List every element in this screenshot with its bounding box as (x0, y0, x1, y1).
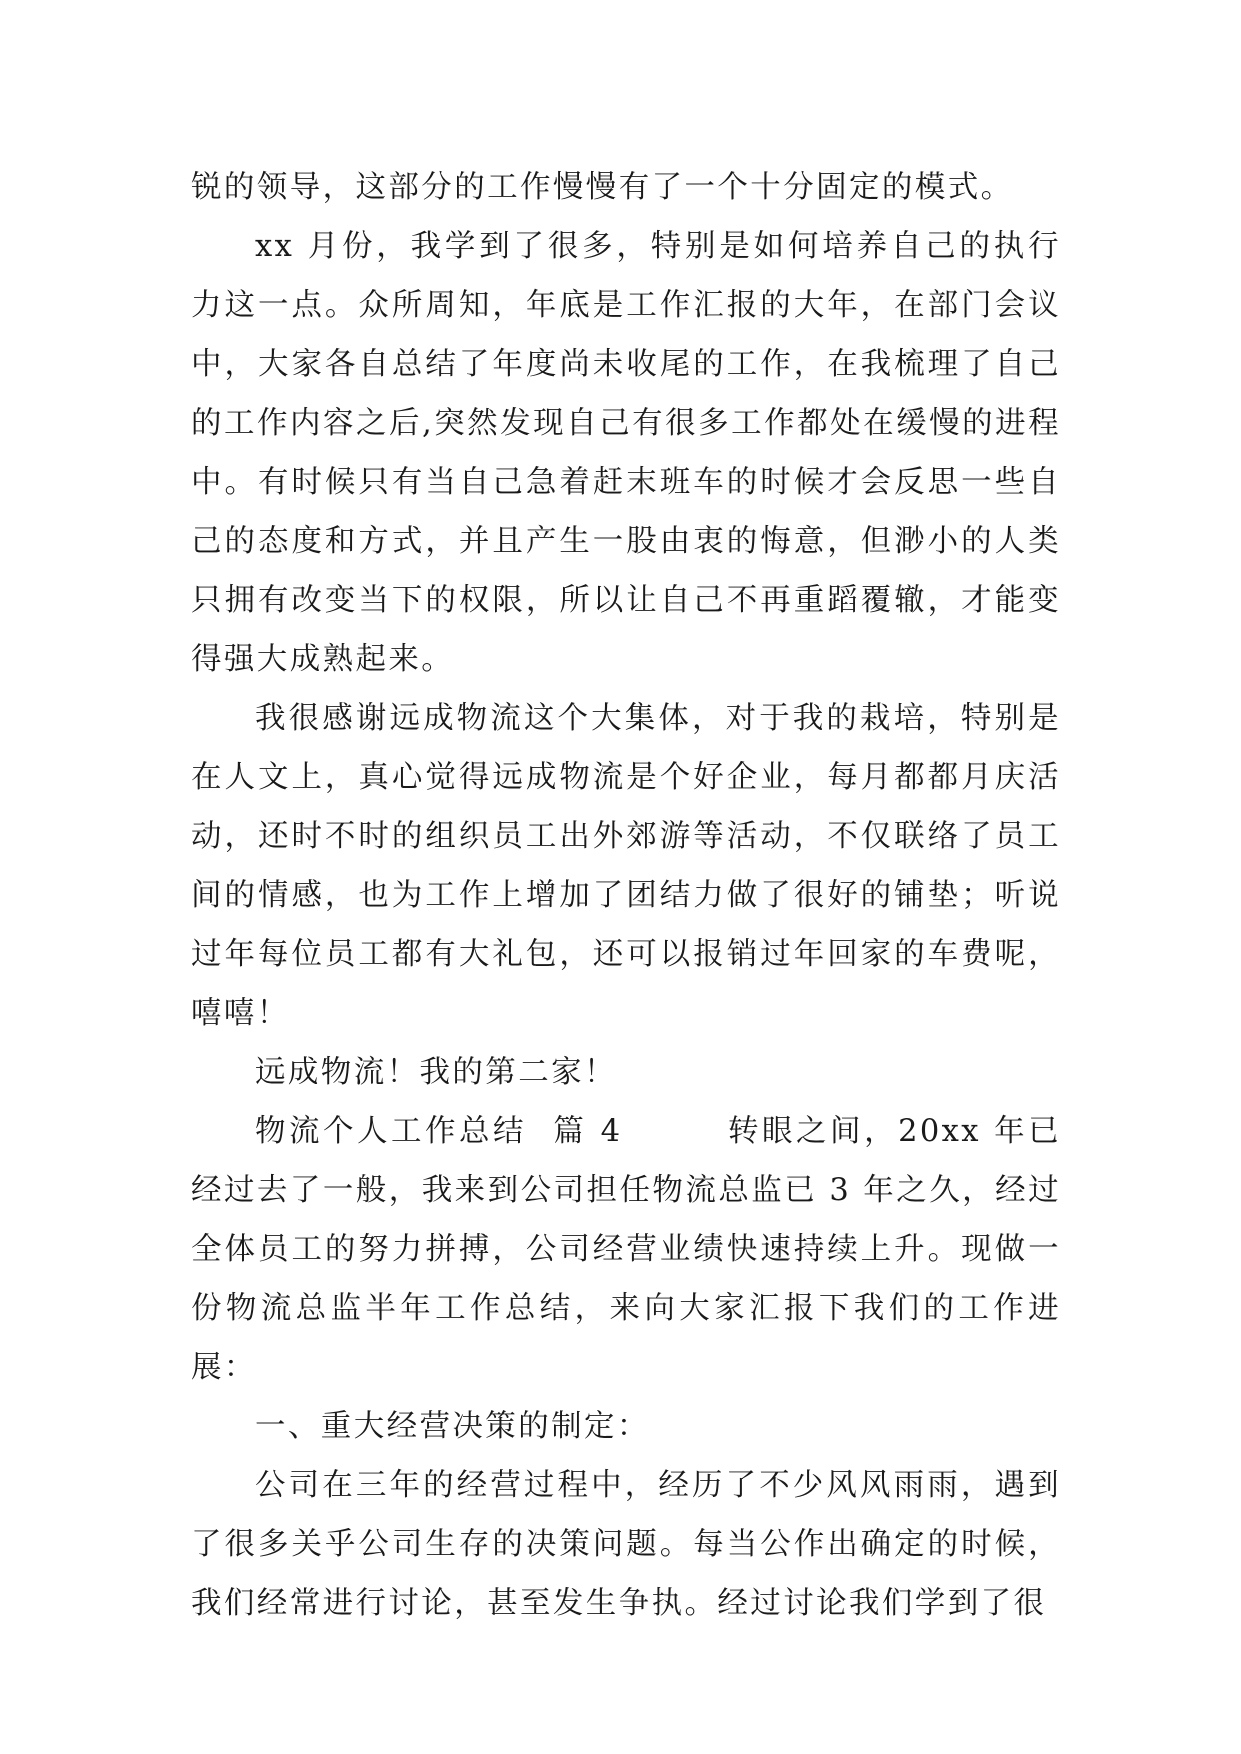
paragraph-5: 物流个人工作总结 篇 4 转眼之间，20xx 年已经过去了一般，我来到公司担任物流总监已 3 年之久，经过全体员工的努力拼搏，公司经营业绩快速持续上升。现做一份物流总监半年工作总结，来向大家汇报下我们的工作进展： (191, 1114, 1061, 1385)
paragraph-2: xx 月份，我学到了很多，特别是如何培养自己的执行力这一点。众所周知，年底是工作汇报的大年，在部门会议中，大家各自总结了年度尚未收尾的工作，在我梳理了自己的工作内容之后,突然发现自己有很多工作都处在缓慢的进程中。有时候只有当自己急着赶末班车的时候才会反思一些自己的态度和方式，并且产生一股由衷的悔意，但渺小的人类只拥有改变当下的权限，所以让自己不再重蹈覆辙，才能变得强大成熟起来。 (191, 229, 1061, 677)
paragraph-3: 我很感谢远成物流这个大集体，对于我的栽培，特别是在人文上，真心觉得远成物流是个好企业，每月都都月庆活动，还时不时的组织员工出外郊游等活动，不仅联络了员工间的情感，也为工作上增加了团结力做了很好的铺垫；听说过年每位员工都有大礼包，还可以报销过年回家的车费呢，嘻嘻！ (191, 701, 1061, 1031)
paragraph-4: 远成物流！我的第二家！ (255, 1055, 617, 1090)
paragraph-1: 锐的领导，这部分的工作慢慢有了一个十分固定的模式。 (191, 170, 1014, 205)
section-heading: 一、重大经营决策的制定： (255, 1409, 650, 1444)
paragraph-7: 公司在三年的经营过程中，经历了不少风风雨雨，遇到了很多关乎公司生存的决策问题。每当公作出确定的时候，我们经常进行讨论，甚至发生争执。经过讨论我们学到了很 (191, 1468, 1061, 1621)
document-body (191, 158, 1061, 1633)
